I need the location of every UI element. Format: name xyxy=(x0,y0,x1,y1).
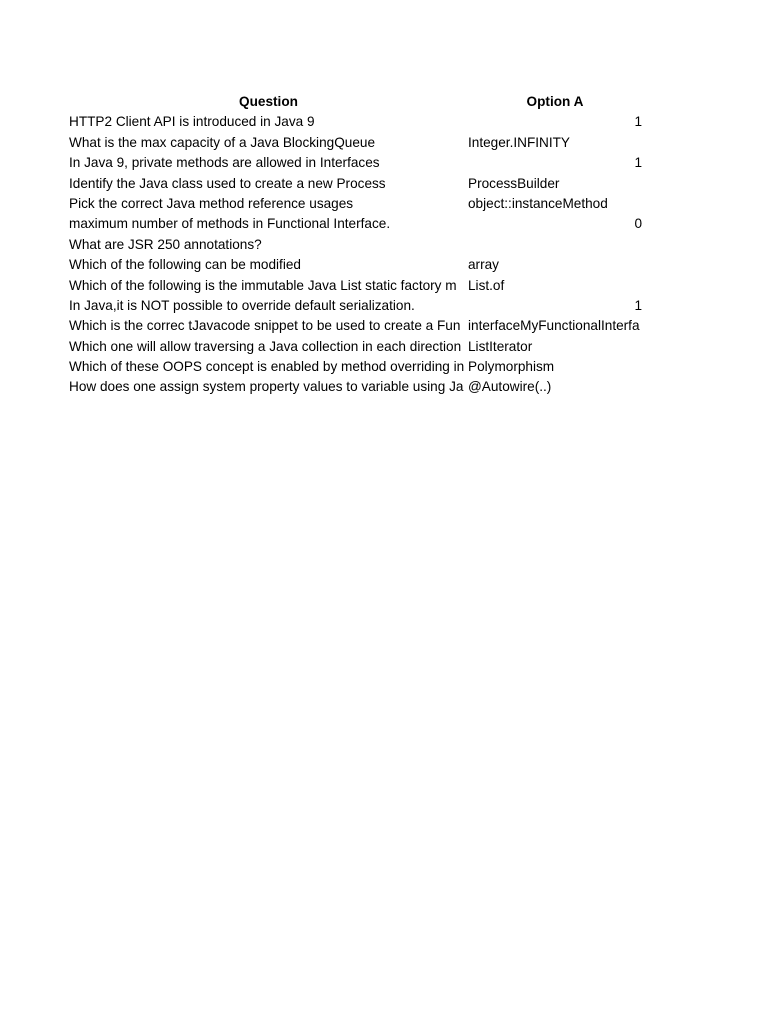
table-row xyxy=(65,316,645,336)
option-a-cell: @Autowire(..) xyxy=(468,379,552,395)
question-cell: Identify the Java class used to create a new Process xyxy=(69,175,386,191)
option-a-cell: Polymorphism xyxy=(468,359,555,375)
question-cell: Which is the correc tJavacode snippet to be used to create a Fun xyxy=(69,318,461,334)
question-cell: HTTP2 Client API is introduced in Java 9 xyxy=(69,114,315,130)
table-row xyxy=(65,133,645,153)
option-a-cell: ListIterator xyxy=(468,338,533,354)
option-a-cell: List.of xyxy=(468,277,505,293)
table-row xyxy=(65,276,645,296)
question-cell: In Java 9, private methods are allowed in Interfaces xyxy=(69,155,380,171)
option-a-cell: 0 xyxy=(634,216,642,232)
option-a-cell: interfaceMyFunctionalInterfa xyxy=(468,318,640,334)
option-a-cell: object::instanceMethod xyxy=(468,195,608,211)
table-row xyxy=(65,174,645,194)
question-cell: Which of the following is the immutable Java List static factory m xyxy=(69,277,457,293)
option-a-cell: Integer.INFINITY xyxy=(468,134,570,150)
question-cell: Which of the following can be modified xyxy=(69,257,301,273)
option-a-cell: 1 xyxy=(634,297,642,313)
table-row xyxy=(65,337,645,357)
option-a-cell: 1 xyxy=(634,155,642,171)
table-row xyxy=(65,235,645,255)
table-row xyxy=(65,214,645,234)
question-cell: In Java,it is NOT possible to override default serialization. xyxy=(69,297,415,313)
table-body xyxy=(65,112,645,397)
question-column-header: Question xyxy=(239,94,298,109)
table-row xyxy=(65,357,645,377)
question-cell: What is the max capacity of a Java BlockingQueue xyxy=(69,134,376,150)
table-row xyxy=(65,296,645,316)
table-row xyxy=(65,153,645,173)
question-cell: How does one assign system property values to variable using Ja xyxy=(69,379,464,395)
option-a-column-header: Option A xyxy=(526,94,584,109)
question-cell: maximum number of methods in Functional Interface. xyxy=(69,216,391,232)
question-cell: Which of these OOPS concept is enabled by method overriding in xyxy=(69,359,465,375)
option-a-cell: 1 xyxy=(634,114,642,130)
option-a-cell: ProcessBuilder xyxy=(468,175,560,191)
question-cell: Pick the correct Java method reference usages xyxy=(69,195,354,211)
table-row xyxy=(65,377,645,397)
table-row xyxy=(65,255,645,275)
table-row xyxy=(65,112,645,132)
table-row xyxy=(65,194,645,214)
header-row xyxy=(65,92,645,112)
question-cell: What are JSR 250 annotations? xyxy=(69,236,262,252)
spreadsheet-table xyxy=(65,92,645,398)
question-cell: Which one will allow traversing a Java collection in each direction xyxy=(69,338,462,354)
option-a-cell: array xyxy=(468,257,499,273)
